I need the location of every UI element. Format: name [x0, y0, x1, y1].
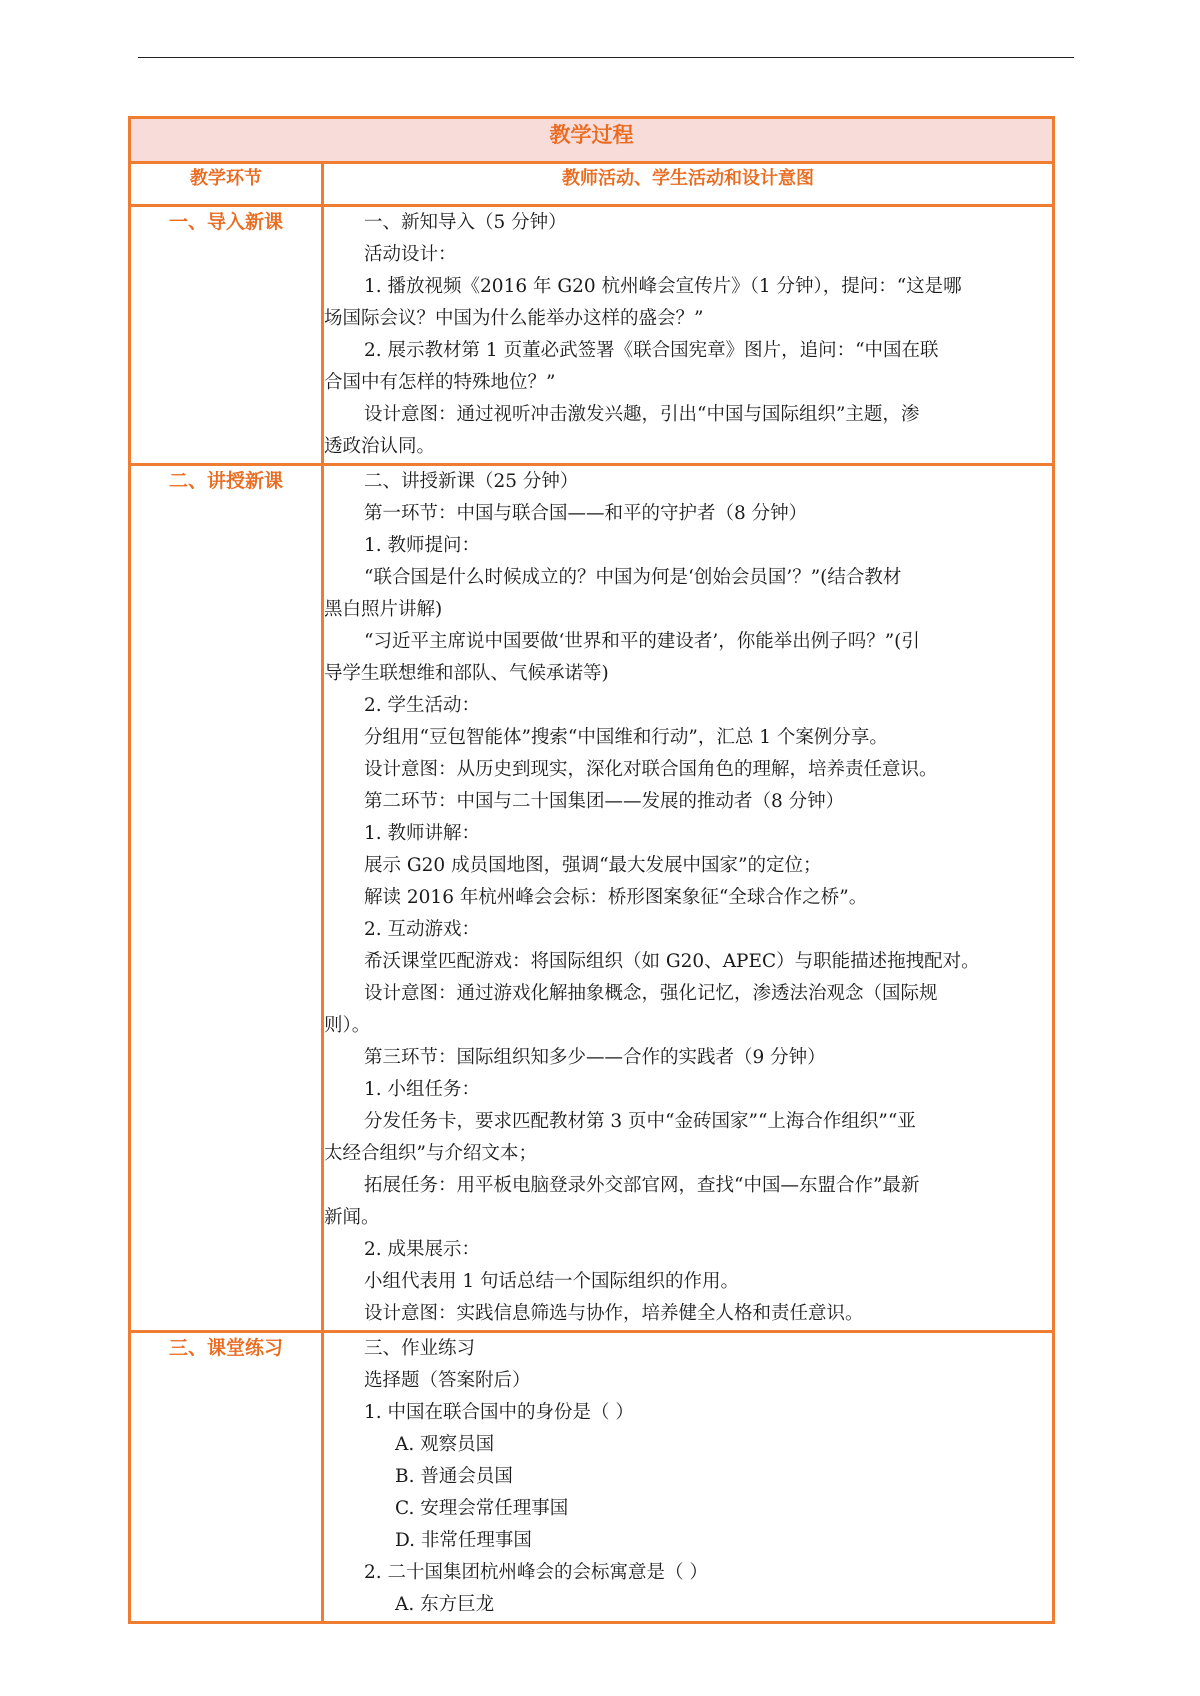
table-row [130, 1332, 1054, 1623]
content-line: 三、作业练习 [364, 1338, 476, 1359]
content-line: 则）。 [324, 1015, 371, 1036]
content-line: 黑白照片讲解) [324, 599, 443, 620]
content-line: 1. 教师讲解： [364, 823, 481, 844]
content-line: 合国中有怎样的特殊地位？” [324, 372, 556, 393]
content-line: “联合国是什么时候成立的？中国为何是‘创始会员国’？”(结合教材 [364, 567, 902, 588]
header-rule [138, 57, 1074, 58]
content-line: 分组用“豆包智能体”搜索“中国维和行动”，汇总 1 个案例分享。 [364, 727, 888, 748]
content-line: 设计意图：从历史到现实，深化对联合国角色的理解，培养责任意识。 [364, 759, 938, 780]
table-title: 教学过程 [130, 118, 1054, 163]
content-line: 2. 学生活动： [364, 695, 481, 716]
content-line: 拓展任务：用平板电脑登录外交部官网，查找“中国—东盟合作”最新 [364, 1175, 920, 1196]
content-line: 2. 互动游戏： [364, 919, 481, 940]
content-line: 1. 小组任务： [364, 1079, 481, 1100]
content-line: 场国际会议？中国为什么能举办这样的盛会？” [324, 308, 704, 329]
content-line: 二、讲授新课（25 分钟） [364, 471, 579, 492]
content-line: 第二环节：中国与二十国集团——发展的推动者（8 分钟） [364, 791, 845, 812]
answer-option: A. 观察员国 [395, 1434, 495, 1455]
section-content [323, 465, 1054, 1332]
content-line: 解读 2016 年杭州峰会会标：桥形图案象征“全球合作之桥”。 [364, 887, 868, 908]
content-line: 1. 中国在联合国中的身份是（ ） [364, 1402, 634, 1423]
content-line: 第三环节：国际组织知多少——合作的实践者（9 分钟） [364, 1047, 826, 1068]
section-label: 三、课堂练习 [130, 1332, 323, 1623]
content-line: 1. 教师提问： [364, 535, 481, 556]
content-line: 2. 成果展示： [364, 1239, 481, 1260]
answer-option: D. 非常任理事国 [395, 1530, 532, 1551]
content-line: 展示 G20 成员国地图，强调“最大发展中国家”的定位； [364, 855, 822, 876]
content-line: “习近平主席说中国要做‘世界和平的建设者’，你能举出例子吗？”(引 [364, 631, 920, 652]
section-label: 二、讲授新课 [130, 465, 323, 1332]
content-line: 新闻。 [324, 1207, 380, 1228]
table-row [130, 206, 1054, 465]
content-line: 导学生联想维和部队、气候承诺等) [324, 663, 609, 684]
content-line: 活动设计： [364, 244, 457, 265]
answer-option: C. 安理会常任理事国 [395, 1498, 569, 1519]
content-line: 希沃课堂匹配游戏：将国际组织（如 G20、APEC）与职能描述拖拽配对。 [364, 951, 980, 972]
content-line: 分发任务卡，要求匹配教材第 3 页中“金砖国家”“上海合作组织”“亚 [364, 1111, 916, 1132]
content-line: 设计意图：通过视听冲击激发兴趣，引出“中国与国际组织”主题，渗 [364, 404, 920, 425]
teaching-process-table [128, 116, 1055, 1624]
column-header-stage: 教学环节 [130, 163, 323, 206]
content-line: 2. 二十国集团杭州峰会的会标寓意是（ ） [364, 1562, 708, 1583]
section-content [323, 1332, 1054, 1623]
content-line: 第一环节：中国与联合国——和平的守护者（8 分钟） [364, 503, 808, 524]
table-row [130, 465, 1054, 1332]
column-header-activities: 教师活动、学生活动和设计意图 [323, 163, 1054, 206]
content-line: 透政治认同。 [324, 436, 436, 457]
content-line: 太经合组织”与介绍文本； [324, 1143, 537, 1164]
answer-option: B. 普通会员国 [395, 1466, 513, 1487]
content-line: 设计意图：通过游戏化解抽象概念，强化记忆，渗透法治观念（国际规 [364, 983, 938, 1004]
content-line: 设计意图：实践信息筛选与协作，培养健全人格和责任意识。 [364, 1303, 864, 1324]
section-content [323, 206, 1054, 465]
content-line: 2. 展示教材第 1 页董必武签署《联合国宪章》图片，追问：“中国在联 [364, 340, 939, 361]
answer-option: A. 东方巨龙 [395, 1594, 495, 1615]
content-line: 一、新知导入（5 分钟） [364, 212, 567, 233]
section-label: 一、导入新课 [130, 206, 323, 465]
content-line: 选择题（答案附后） [364, 1370, 531, 1391]
content-line: 小组代表用 1 句话总结一个国际组织的作用。 [364, 1271, 740, 1292]
content-line: 1. 播放视频《2016 年 G20 杭州峰会宣传片》（1 分钟），提问：“这是哪 [364, 276, 962, 297]
